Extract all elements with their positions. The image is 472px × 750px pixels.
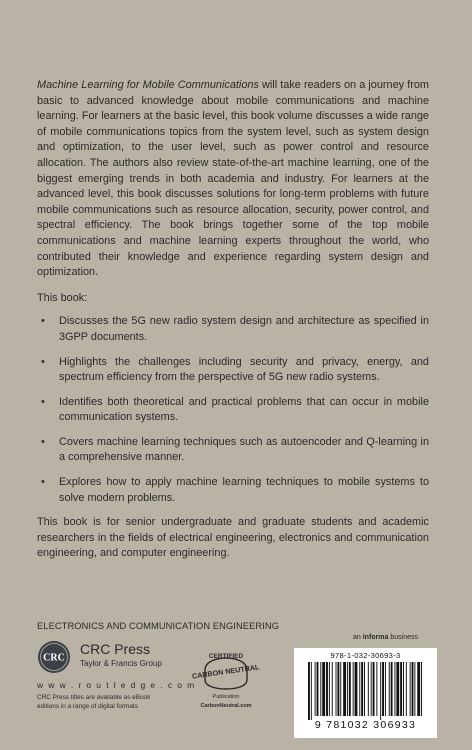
back-cover-blurb <box>37 78 429 562</box>
informa-prefix: an <box>353 634 363 641</box>
list-item-text: Highlights the challenges including security and privacy, energy, and spectrum efficiency from the perspective of 5G new radio systems. <box>59 355 429 384</box>
informa-brand: informa <box>362 634 389 641</box>
barcode-bar <box>329 662 330 716</box>
intro-paragraph <box>37 78 429 281</box>
barcode-bar <box>396 662 399 716</box>
barcode-bar <box>337 662 339 716</box>
barcode-bar <box>349 662 351 716</box>
list-item <box>37 395 429 426</box>
barcode-bar <box>376 662 377 716</box>
carbon-site-text: CarbonNeutral.com <box>200 703 252 709</box>
bullet-icon: • <box>41 435 45 448</box>
barcode-bar <box>421 662 422 716</box>
bullet-icon: • <box>41 476 45 489</box>
barcode-bar <box>322 662 325 716</box>
crc-logo-text: CRC <box>43 652 65 664</box>
bullet-icon: • <box>41 395 45 408</box>
ebook-note: CRC Press titles are available as eBook editions in a range of digital formats <box>37 694 151 710</box>
barcode-bar <box>326 662 328 716</box>
carbon-certified-text: CERTIFIED <box>208 653 244 660</box>
barcode-bar <box>389 662 390 716</box>
barcode-bar <box>410 662 411 716</box>
list-item <box>37 435 429 466</box>
barcode-bar <box>347 662 348 716</box>
list-item <box>37 314 429 345</box>
barcode-bar <box>320 662 321 716</box>
barcode-bar <box>400 662 402 716</box>
crc-logo-icon <box>37 640 71 674</box>
feature-list <box>37 314 429 506</box>
publisher-group: Taylor & Francis Group <box>80 659 162 668</box>
bullet-icon: • <box>41 355 45 368</box>
carbon-neutral-badge-icon <box>191 640 261 710</box>
list-item-text: Covers machine learning techniques such as autoencoder and Q-learning in a comprehensive manner. <box>59 435 429 464</box>
intro-text: will take readers on a journey from basic to advanced knowledge about mobile communications and machine learning. For learners at the basic level, this book volume discusses a wide range of mobile communications topics from the system level, such as system design and optimization, to the user level, such as power control and resource allocation. The authors also review state-of-the-art machine learning, one of the biggest emerging trends in both academia and industry. For learners at the advanced level, this book discusses solutions for long-term problems with future mobile communications such as resource allocation, security, power control, and spectral efficiency. The book brings together some of the top mobile communications and machine learning experts throughout the world, who contributed their knowledge and experience regarding system design and optimization. <box>37 79 429 279</box>
barcode-bar <box>359 662 360 716</box>
barcode-bar <box>336 662 337 716</box>
carbon-publication-text: Publication <box>212 694 240 700</box>
barcode-bar <box>391 662 393 716</box>
publisher-name: CRC Press <box>80 641 151 657</box>
barcode-bar <box>364 662 365 716</box>
barcode-bar <box>332 662 333 716</box>
barcode-bar <box>371 662 372 716</box>
isbn-label: 978-1-032-30693-3 <box>330 651 401 660</box>
bullet-icon: • <box>41 315 45 328</box>
isbn-digits: 9 781032 306933 <box>314 719 417 731</box>
book-title: Machine Learning for Mobile Communications <box>37 79 259 91</box>
barcode-bar <box>340 662 341 716</box>
this-book-heading: This book: <box>37 291 88 304</box>
informa-suffix: business <box>388 634 418 641</box>
barcode-bar <box>385 662 386 716</box>
barcode-bar <box>414 662 415 716</box>
list-item-text: Discusses the 5G new radio system design and architecture as specified in 3GPP documents. <box>59 315 429 343</box>
barcode-bar <box>317 662 319 716</box>
barcode-bar <box>355 662 358 716</box>
subject-category: ELECTRONICS AND COMMUNICATION ENGINEERING <box>37 621 280 631</box>
list-item-text: Explores how to apply machine learning techniques to mobile systems to solve modern problems. <box>59 476 429 504</box>
informa-tagline <box>353 634 418 641</box>
barcode-bar <box>412 662 414 716</box>
barcode-bar <box>368 662 369 716</box>
isbn-barcode <box>294 648 437 738</box>
list-item-text: Identifies both theoretical and practical problems that can occur in mobile communication systems. <box>59 395 429 424</box>
barcode-bar <box>403 662 404 716</box>
barcode-bar <box>380 662 381 720</box>
barcode-bar <box>373 662 375 716</box>
barcode-bar <box>311 662 312 720</box>
barcode-bar <box>406 662 407 716</box>
audience-paragraph: This book is for senior undergraduate and graduate students and academic researchers in the fields of electrical engineering, electronics and communication engineering, and computer engineering. <box>37 516 429 560</box>
barcode-bar <box>353 662 354 716</box>
carbon-neutral-text: CARBON NEUTRAL <box>191 662 260 681</box>
barcode-bar <box>315 662 316 716</box>
barcode-bar <box>308 662 310 720</box>
barcode-bar <box>382 662 384 716</box>
barcode-bars-icon <box>308 662 423 720</box>
barcode-bar <box>394 662 395 716</box>
barcode-bar <box>343 662 346 716</box>
publisher-url: w w w . r o u t l e d g e . c o m <box>37 680 196 690</box>
list-item <box>37 355 429 386</box>
barcode-bar <box>417 662 420 716</box>
barcode-bar <box>361 662 363 716</box>
list-item <box>37 475 429 506</box>
